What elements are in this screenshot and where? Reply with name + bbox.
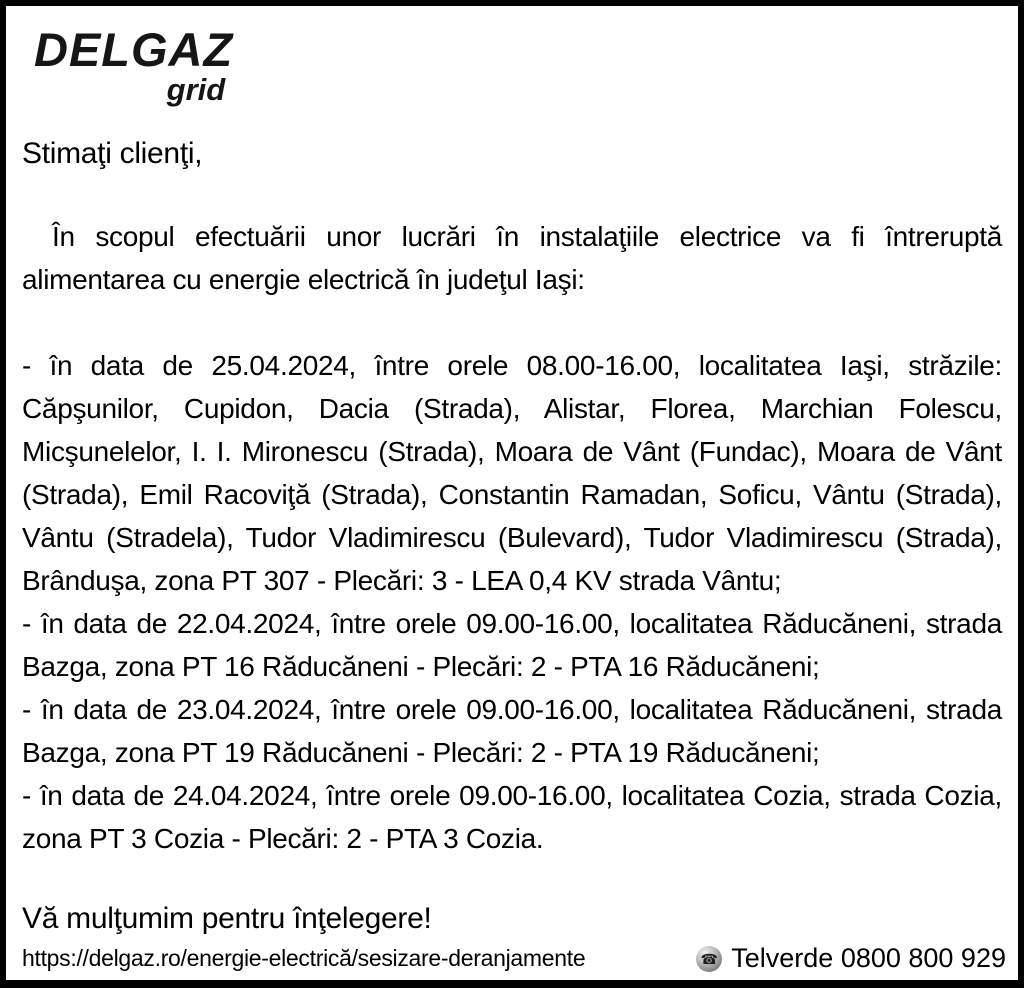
closing-text: Vă mulţumim pentru înţelegere! [22,902,432,935]
outage-list [22,344,1002,860]
phone-number-text: Telverde 0800 800 929 [731,943,1006,973]
logo-grid-text: grid [166,72,226,107]
telephone-icon: ☎ [696,946,722,972]
logo-delgaz-text: DELGAZ [34,23,234,76]
footer-url-link[interactable]: https://delgaz.ro/energie-electrică/sesizare-deranjamente [22,945,586,971]
telverde-phone-group [696,943,1006,974]
outage-item-22-04: - în data de 22.04.2024, între orele 09.00-16.00, localitatea Răducăneni, strada Bazga, zona PT 16 Răducăneni - Plecări: 2 - PTA 16 Răducăneni; [22,608,1002,682]
footer [22,943,1006,974]
outage-item-25-04: - în data de 25.04.2024, între orele 08.00-16.00, localitatea Iaşi, străzile: Căpşunilor, Cupidon, Dacia (Strada), Alistar, Florea, Marchian Folescu, Micşunelelor, I. I. Mironescu (Strada), Moara de Vânt (Fundac), Moara de Vânt (Strada), Emil Racoviţă (Strada), Constantin Ramadan, Soficu, Vântu (Strada), Vântu (Stradela), Tudor Vladimirescu (Bulevard), Tudor Vladimirescu (Strada), Brânduşa, zona PT 307 - Plecări: 3 - LEA 0,4 KV strada Vântu; [22,350,1002,596]
notice-content [6,6,1018,936]
outage-item-23-04: - în data de 23.04.2024, între orele 09.00-16.00, localitatea Răducăneni, strada Bazga, zona PT 19 Răducăneni - Plecări: 2 - PTA 19 Răducăneni; [22,694,1002,768]
delgaz-grid-logo [34,23,234,107]
outage-item-24-04: - în data de 24.04.2024, între orele 09.00-16.00, localitatea Cozia, strada Cozia, zona PT 3 Cozia - Plecări: 2 - PTA 3 Cozia. [22,780,1002,854]
greeting-text: Stimaţi clienţi, [22,137,203,170]
intro-paragraph: În scopul efectuării unor lucrări în instalaţiile electrice va fi întreruptă alimentarea cu energie electrică în judeţul Iaşi: [22,221,1002,295]
